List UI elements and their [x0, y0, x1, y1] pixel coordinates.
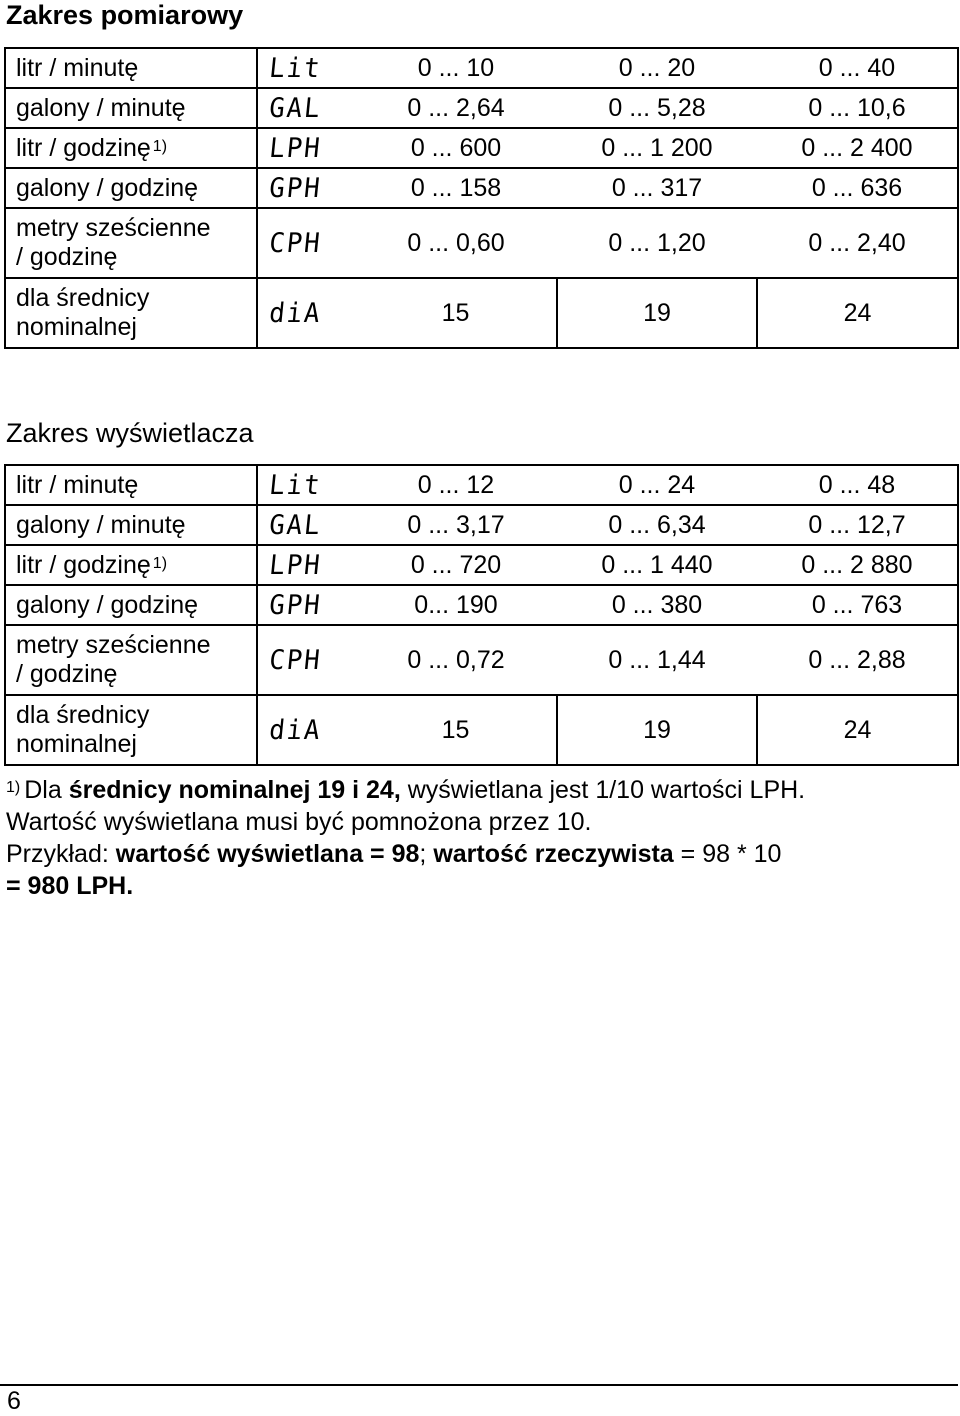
unit-label: dla średnicy nominalnej [5, 278, 257, 348]
unit-label: litr / godzinę $^{1)}$ [5, 545, 257, 585]
display-range-table [4, 464, 959, 766]
range-value: 0 ... 40 [757, 48, 958, 88]
lcd-code: Lit [257, 465, 355, 505]
lcd-code: Lit [257, 48, 355, 88]
table-row [5, 88, 958, 128]
range-value: 0 ... 1 440 [557, 545, 757, 585]
range-value: 0 ... 600 [355, 128, 557, 168]
diameter-value: 24 [757, 278, 958, 348]
lcd-code: LPH [257, 128, 355, 168]
range-value: 0 ... 2 400 [757, 128, 958, 168]
table-row [5, 48, 958, 88]
range-value: 0 ... 6,34 [557, 505, 757, 545]
range-value: 0 ... 380 [557, 585, 757, 625]
lcd-code: GAL [257, 88, 355, 128]
range-value: 0 ... 10 [355, 48, 557, 88]
range-value: 0 ... 2,40 [757, 208, 958, 278]
range-value: 0 ... 2,88 [757, 625, 958, 695]
diameter-value: 24 [757, 695, 958, 765]
unit-label: metry sześcienne / godzinę [5, 625, 257, 695]
table-row [5, 168, 958, 208]
range-value: 0 ... 48 [757, 465, 958, 505]
range-value: 0 ... 1,44 [557, 625, 757, 695]
range-value: 0 ... 24 [557, 465, 757, 505]
range-value: 0 ... 10,6 [757, 88, 958, 128]
range-value: 0 ... 0,60 [355, 208, 557, 278]
footnote: $^{1)}$ Dla średnicy nominalnej 19 i 24, wyświetlana jest 1/10 wartości LPH. Wartość wyświetlana musi być pomnożona przez 10. Przykład: wartość wyświetlana = 98; wartość rzeczywista = 98 * 10 = 980 LPH. [6, 776, 806, 900]
range-value: 0 ... 20 [557, 48, 757, 88]
display-range-title: Zakres wyświetlacza [6, 418, 254, 448]
unit-label: galony / minutę [5, 88, 257, 128]
range-value: 0 ... 0,72 [355, 625, 557, 695]
page-number: 6 [7, 1387, 21, 1415]
table-row [5, 465, 958, 505]
unit-label: dla średnicy nominalnej [5, 695, 257, 765]
lcd-code: CPH [257, 625, 355, 695]
table-row [5, 505, 958, 545]
range-value: 0... 190 [355, 585, 557, 625]
range-value: 0 ... 317 [557, 168, 757, 208]
diameter-value: 15 [355, 695, 557, 765]
range-value: 0 ... 3,17 [355, 505, 557, 545]
footnote-marker: 1) [152, 137, 168, 155]
range-value: 0 ... 763 [757, 585, 958, 625]
diameter-value: 19 [557, 278, 757, 348]
range-value: 0 ... 720 [355, 545, 557, 585]
range-value: 0 ... 12,7 [757, 505, 958, 545]
measuring-range-title: Zakres pomiarowy [6, 0, 244, 30]
footer-divider [0, 1384, 958, 1386]
diameter-value: 15 [355, 278, 557, 348]
lcd-code: GPH [257, 168, 355, 208]
range-value: 0 ... 2 880 [757, 545, 958, 585]
range-value: 0 ... 1 200 [557, 128, 757, 168]
unit-label: metry sześcienne / godzinę [5, 208, 257, 278]
range-value: 0 ... 158 [355, 168, 557, 208]
range-value: 0 ... 1,20 [557, 208, 757, 278]
footnote-marker: 1) [6, 779, 21, 796]
diameter-value: 19 [557, 695, 757, 765]
lcd-code: diA [257, 695, 355, 765]
range-value: 0 ... 12 [355, 465, 557, 505]
range-value: 0 ... 636 [757, 168, 958, 208]
table-row [5, 625, 958, 695]
unit-label: galony / godzinę [5, 168, 257, 208]
lcd-code: CPH [257, 208, 355, 278]
table-row [5, 128, 958, 168]
unit-label: galony / godzinę [5, 585, 257, 625]
footnote-marker: 1) [152, 554, 168, 572]
unit-label: litr / minutę [5, 48, 257, 88]
unit-label: galony / minutę [5, 505, 257, 545]
table-row [5, 545, 958, 585]
range-value: 0 ... 2,64 [355, 88, 557, 128]
lcd-code: GPH [257, 585, 355, 625]
table-row [5, 695, 958, 765]
table-row [5, 585, 958, 625]
lcd-code: LPH [257, 545, 355, 585]
range-value: 0 ... 5,28 [557, 88, 757, 128]
table-row [5, 208, 958, 278]
table-row [5, 278, 958, 348]
unit-label: litr / minutę [5, 465, 257, 505]
measuring-range-table [4, 47, 959, 349]
unit-label: litr / godzinę $^{1)}$ [5, 128, 257, 168]
lcd-code: GAL [257, 505, 355, 545]
lcd-code: diA [257, 278, 355, 348]
